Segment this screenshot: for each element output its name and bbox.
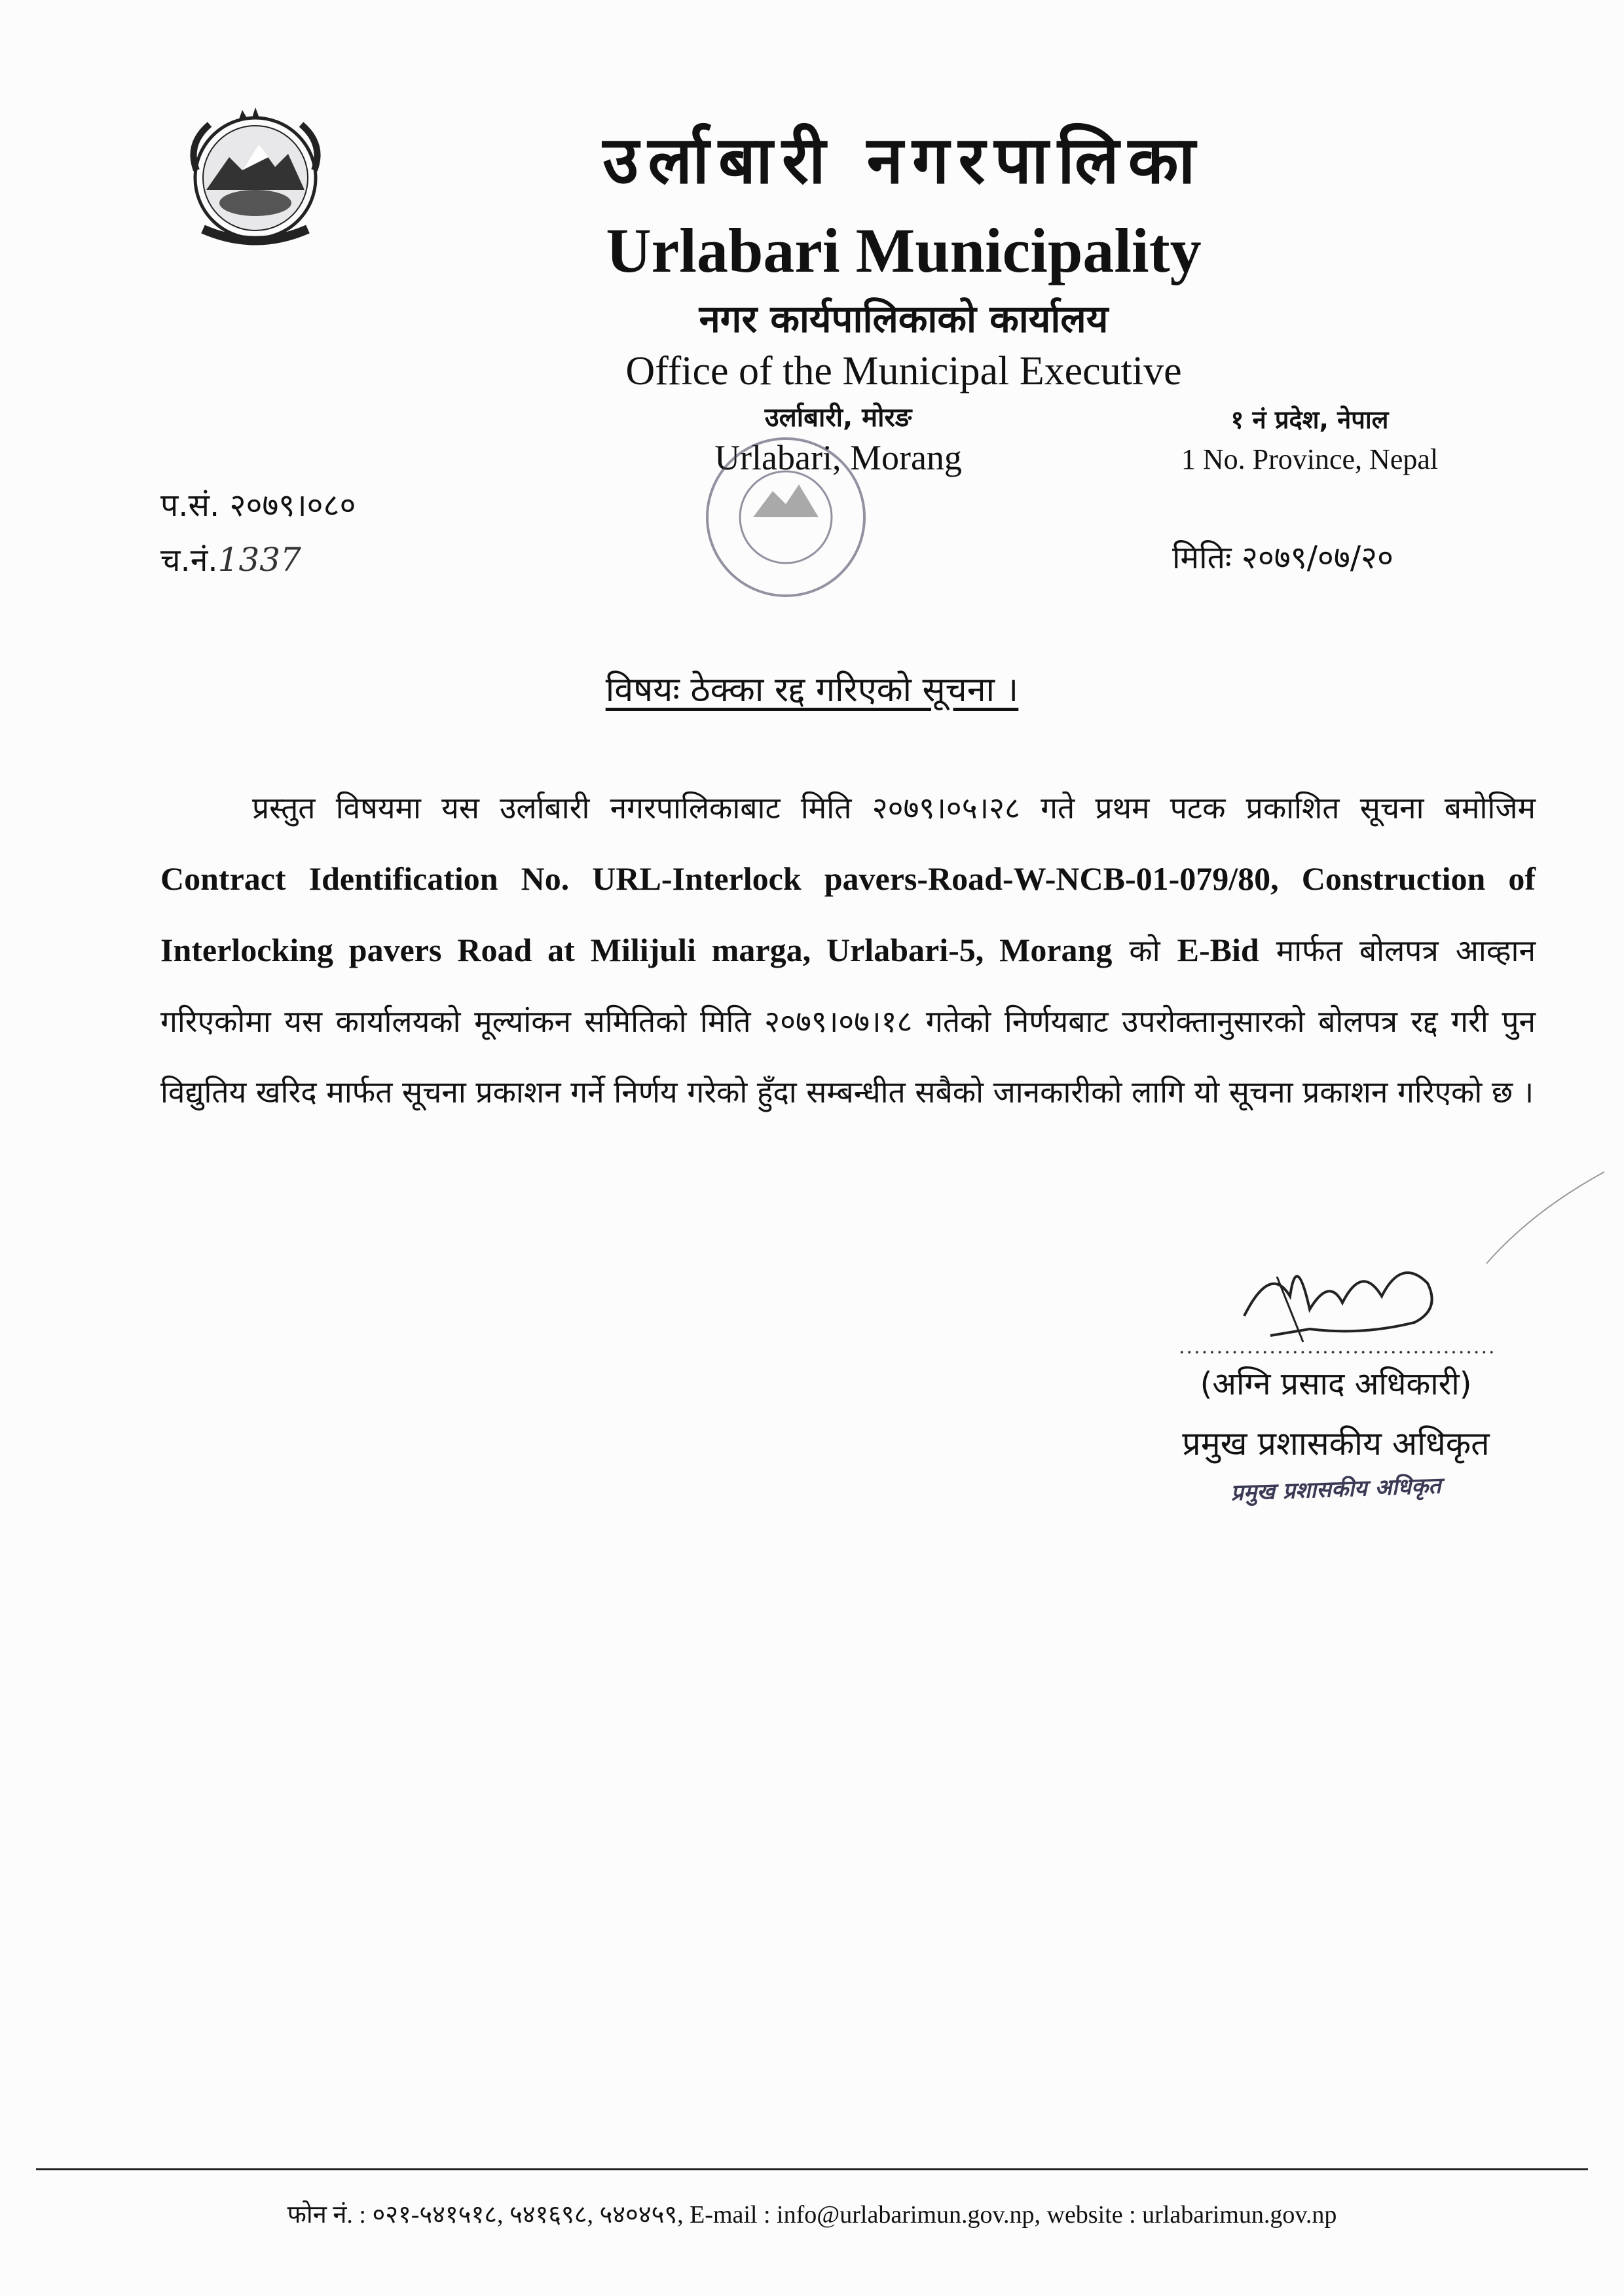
body-part-3: मार्फत बोलपत्र आव्हान गरिएकोमा यस कार्यालयको मूल्यांकन समितिको मिति २०७९।०७।१८ गतेको निर्णयबाट उपरोक्तानुसारको बोलपत्र रद्द गरी पुन विद्युतिय खरिद मार्फत सूचना प्रकाशन गर्ने निर्णय गरेको हुँदा सम्बन्धीत सबैको जानकारीको लागि यो सूचना प्रकाशन गरिएको छ । xyxy=(160,933,1536,1110)
province-english: 1 No. Province, Nepal xyxy=(1181,443,1439,475)
chalani-label: च.नं. xyxy=(160,542,218,579)
province-nepali: १ नं प्रदेश, नेपाल xyxy=(1230,405,1389,434)
office-english: Office of the Municipal Executive xyxy=(625,349,1182,393)
ebid-label: E-Bid xyxy=(1177,932,1259,968)
body-part-1: प्रस्तुत विषयमा यस उर्लाबारी नगरपालिकाबाट मिति २०७९।०५।२८ गते प्रथम पटक प्रकाशित सूचना बमोजिम xyxy=(252,790,1536,826)
address-english: Urlabari, Morang xyxy=(714,438,962,477)
office-seal-icon xyxy=(674,419,897,615)
signature-dotted-line: .......................................... xyxy=(1179,1336,1496,1358)
body-part-2: को xyxy=(1112,933,1177,968)
nepal-emblem-icon xyxy=(177,105,334,252)
pencil-stroke-mark xyxy=(1480,1159,1611,1277)
footer-divider xyxy=(36,2168,1588,2170)
chalani-handwritten-number: 1337 xyxy=(217,541,301,579)
subject-text: विषयः ठेक्का रद्द गरिएको सूचना । xyxy=(605,670,1019,710)
footer-contact: फोन नं. : ०२१-५४१५१८, ५४१६९८, ५४०४५९, E-mail : info@urlabarimun.gov.np, website : urlabarimun.gov.np xyxy=(287,2201,1337,2229)
chalani-number xyxy=(160,541,301,579)
patra-sankhya: प.सं. २०७९।०८० xyxy=(160,487,356,524)
title-rubber-stamp: प्रमुख प्रशासकीय अधिकृत xyxy=(1230,1472,1442,1506)
office-nepali: नगर कार्यपालिकाको कार्यालय xyxy=(699,297,1109,341)
title-nepali: उर्लाबारी नगरपालिका xyxy=(602,122,1205,198)
contract-identification: Contract Identification No. URL-Interlock pavers-Road-W-NCB-01-079/80, Construction of Interlocking pavers Road at Milijuli marga, Urlabari-5, Morang xyxy=(160,860,1536,968)
subject-line xyxy=(0,670,1624,710)
address-nepali: उर्लाबारी, मोरङ xyxy=(764,403,912,433)
signatory-title: प्रमुख प्रशासकीय अधिकृत xyxy=(1182,1425,1490,1463)
title-english: Urlabari Municipality xyxy=(606,215,1202,285)
body-paragraph xyxy=(160,773,1536,1127)
signatory-name: (अग्नि प्रसाद अधिकारी) xyxy=(1200,1366,1472,1402)
letter-date: मितिः २०७९/०७/२० xyxy=(1172,539,1393,576)
